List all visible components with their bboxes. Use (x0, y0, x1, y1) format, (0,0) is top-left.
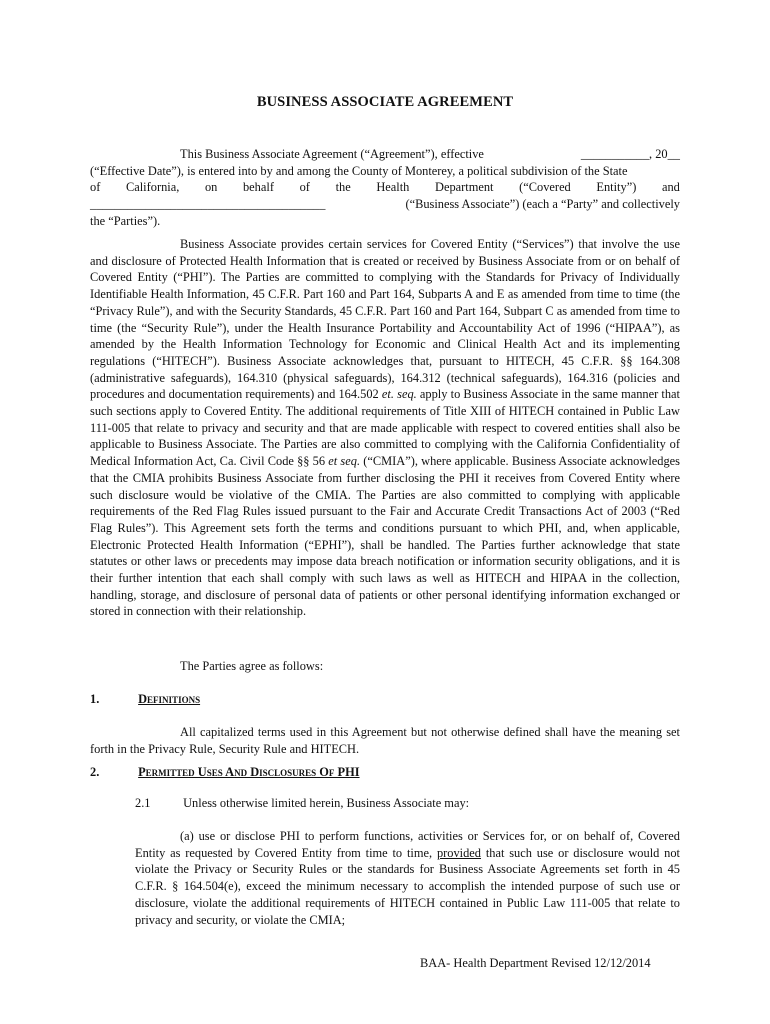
intro-line-3-word: (“Covered (519, 180, 571, 195)
item-a-text-1: (a) use or disclose PHI to perform functions, activities or Services for, or on behalf of, Covered Entity as requested by Covered Entity from time to time, (135, 829, 680, 860)
intro-line-3-word: Department (435, 180, 494, 195)
item-a-text-2: that such use or disclosure would not violate the Privacy or Security Rules or the standards for Business Associate Agreements set forth in 45 C.F.R. § 164.504(e), exceed the minimum necessary to accomplish the intended purpose of such use or disclosure, violate the additional requirements of HITECH contained in Public Law 111-005 that relate to privacy and security, or violate the CMIA; (135, 845, 680, 927)
intro-line-3-word: California, (125, 180, 180, 195)
intro-line-3-word: of (90, 180, 101, 195)
section-1-number: 1. (90, 692, 100, 706)
page-footer: BAA- Health Department Revised 12/12/2014 (420, 956, 651, 970)
section-2-heading (90, 765, 360, 780)
recital-text-1: Business Associate provides certain services for Covered Entity (“Services”) that involve the use and disclosure of Protected Health Information that is created or received by Business Associate from or on behalf of Covered Entity (“PHI”). The Parties are committed to complying with the Standards for Privacy of Individually Identifiable Health Information, 45 C.F.R. Part 160 and Part 164, Subparts A and E as amended from time to time (the “Privacy Rule”), and with the Security Standards, 45 C.F.R. Part 160 and Part 164, Subpart C as amended from time to time (the “Security Rule”), under the Health Insurance Portability and Accountability Act of 1996 (“HIPAA”), as amended by the Health Information Technology for Economic and Clinical Health Act and its implementing regulations (“HITECH”). Business Associate acknowledges that, pursuant to HITECH, 45 C.F.R. §§ 164.308 (administrative safeguards), 164.310 (physical safeguards), 164.312 (technical safeguards), 164.316 (policies and procedures and documentation requirements) and 164.502 (90, 237, 680, 402)
recital-italic-1: et. seq. (381, 387, 417, 402)
intro-line-3 (90, 179, 680, 196)
recital-italic-2: et seq. (328, 454, 361, 469)
intro-line-1a: This Business Associate Agreement (“Agreement”), effective (180, 147, 484, 161)
document-title: BUSINESS ASSOCIATE AGREEMENT (256, 94, 514, 110)
item-a-paragraph (135, 828, 680, 928)
recital-text-3: (“CMIA”), where applicable. Business Associate acknowledges that the CMIA prohibits Business Associate from further disclosing the PHI it receives from Covered Entity where such disclosure would be violative of the CMIA. The Parties are also committed to complying with applicable requirements of the Red Flag Rules issued pursuant to the Fair and Accurate Credit Transactions Act of 2003 (“Red Flag Rules”). This Agreement sets forth the terms and conditions pursuant to which PHI, and, when applicable, Electronic Protected Health Information (“EPHI”), shall be handled. The Parties further acknowledge that state statutes or other laws or precedents may impose data breach notification or information security obligations, and it is their further intention that each shall comply with such laws as well as HITECH and HIPAA in the collection, handling, storage, and disclosure of personal data of patients or other personal identifying information exchanged or stored in connection with their relationship. (90, 454, 680, 619)
section-2-title: Permitted Uses And Disclosures Of PHI (138, 765, 360, 779)
intro-line-1b: ___________, 20__ (580, 147, 680, 161)
subsection-2-1-text: Unless otherwise limited herein, Business Associate may: (183, 796, 470, 810)
section-1-body: All capitalized terms used in this Agreement but not otherwise defined shall have the meaning set forth in the Privacy Rule, Security Rule and HITECH. (90, 725, 680, 756)
intro-line-3-word: and (661, 180, 680, 195)
intro-line-5: the “Parties”). (90, 213, 161, 228)
intro-line-2: (“Effective Date”), is entered into by and among the County of Monterey, a political subdivision of the State (90, 163, 628, 178)
recital-paragraph (90, 236, 680, 620)
subsection-2-1 (135, 796, 469, 811)
intro-line-3-word: the (335, 180, 351, 195)
intro-line-4a: ______________________________________ (90, 197, 326, 212)
recital-text-2: apply to Business Associate in the same manner that such sections apply to Covered Entity. The additional requirements of Title XIII of HITECH contained in Public Law 111-005 that relate to privacy and security and that are made applicable with respect to covered entities shall also be applicable to Business Associate. The Parties are also committed to complying with the California Confidentiality of Medical Information Act, Ca. Civil Code §§ 56 (90, 387, 680, 469)
intro-line-3-word: behalf (242, 180, 274, 195)
intro-line-3-word: Entity”) (596, 180, 637, 195)
section-1-heading (90, 692, 200, 707)
agree-line: The Parties agree as follows: (180, 659, 324, 673)
section-1-title: Definitions (138, 692, 201, 706)
section-2-number: 2. (90, 765, 100, 779)
intro-line-3-word: on (204, 180, 218, 195)
intro-line-4b: (“Business Associate”) (each a “Party” and collectively (405, 197, 680, 212)
item-a-underlined: provided (436, 845, 481, 860)
intro-line-3-word: Health (376, 180, 410, 195)
subsection-2-1-number: 2.1 (135, 796, 151, 810)
intro-paragraph (90, 146, 680, 230)
intro-line-3-word: of (299, 180, 310, 195)
